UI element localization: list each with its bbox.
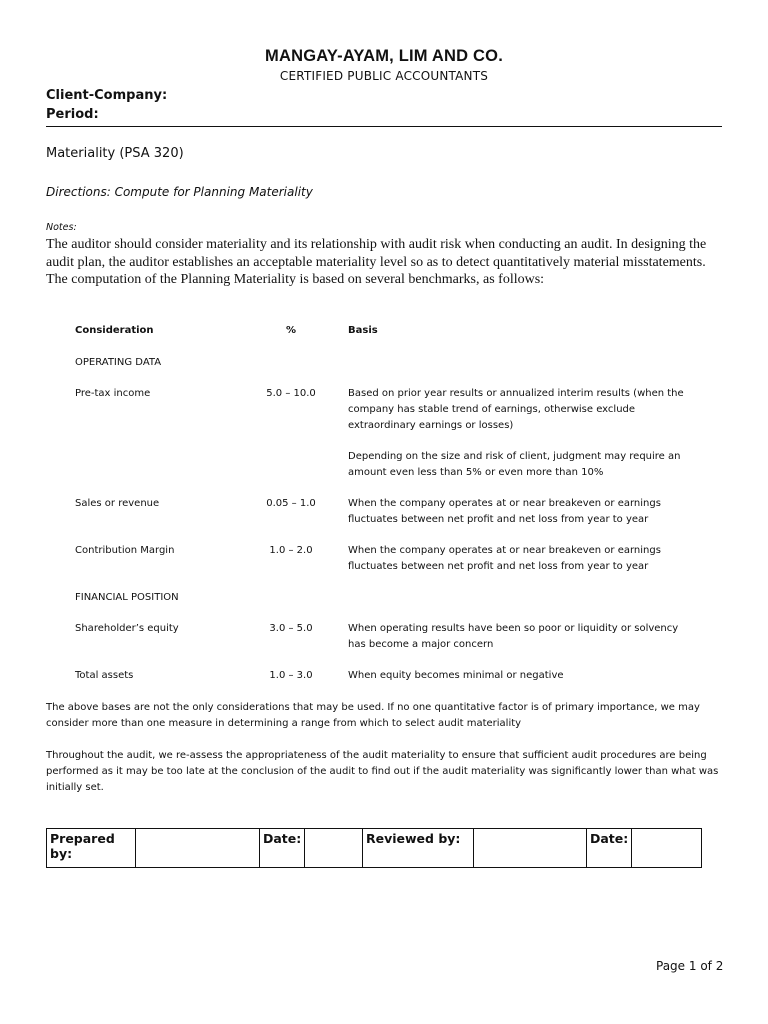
row-percent: 1.0 – 3.0 — [269, 670, 313, 681]
reviewed-by-label: Reviewed by: — [363, 829, 474, 868]
reviewed-date-label: Date: — [587, 829, 632, 868]
reviewed-date-field[interactable] — [632, 829, 702, 868]
firm-name: MANGAY-AYAM, LIM AND CO. — [265, 47, 503, 65]
table-header-basis: Basis — [348, 325, 378, 336]
row-consideration: Contribution Margin — [75, 545, 175, 556]
page-number: Page 1 of 2 — [656, 959, 724, 973]
client-company-label: Client-Company: — [46, 88, 168, 103]
row-percent: 0.05 – 1.0 — [266, 498, 316, 509]
row-consideration: Pre-tax income — [75, 388, 151, 399]
signoff-table — [46, 828, 702, 868]
row-percent: 5.0 – 10.0 — [266, 388, 316, 399]
row-basis: When the company operates at or near breakeven or earnings fluctuates between net profit and net loss from year to year — [348, 545, 661, 572]
row-consideration: Shareholder’s equity — [75, 623, 179, 634]
prepared-by-label: Prepared by: — [47, 829, 136, 868]
row-basis: When the company operates at or near breakeven or earnings fluctuates between net profit and net loss from year to year — [348, 498, 661, 525]
prepared-by-field[interactable] — [136, 829, 260, 868]
section-financial-position: FINANCIAL POSITION — [75, 592, 179, 603]
row-basis: Depending on the size and risk of client, judgment may require an amount even less than 5% or even more than 10% — [348, 451, 681, 478]
table-header-percent: % — [285, 325, 297, 336]
reassess-note-paragraph: Throughout the audit, we re-assess the appropriateness of the audit materiality to ensure that sufficient audit procedures are being performed as it may be too late at the conclusion of the audit to find out if the audit materiality was significantly lower than what was initially set. — [46, 750, 719, 793]
row-percent: 3.0 – 5.0 — [269, 623, 313, 634]
directions-text: Directions: Compute for Planning Materiality — [46, 185, 313, 199]
row-basis: Based on prior year results or annualized interim results (when the company has stable trend of earnings, otherwise exclude extraordinary earnings or losses) — [348, 388, 684, 431]
row-percent: 1.0 – 2.0 — [269, 545, 313, 556]
prepared-date-label: Date: — [260, 829, 305, 868]
row-basis: When operating results have been so poor or liquidity or solvency has become a major concern — [348, 623, 679, 650]
firm-subtitle: CERTIFIED PUBLIC ACCOUNTANTS — [279, 69, 489, 83]
notes-paragraph: The auditor should consider materiality and its relationship with audit risk when conducting an audit. In designing the audit plan, the auditor establishes an acceptable materiality level so as to detect quantitatively material misstatements. The computation of the Planning Materiality is based on several benchmarks, as follows: — [46, 237, 707, 287]
period-label: Period: — [46, 107, 99, 122]
reviewed-by-field[interactable] — [474, 829, 587, 868]
row-consideration: Total assets — [75, 670, 134, 681]
section-heading: Materiality (PSA 320) — [46, 146, 184, 161]
section-operating-data: OPERATING DATA — [75, 357, 162, 368]
row-consideration: Sales or revenue — [75, 498, 160, 509]
row-basis: When equity becomes minimal or negative — [348, 670, 564, 681]
table-header-consideration: Consideration — [75, 325, 154, 336]
bases-note-paragraph: The above bases are not the only considerations that may be used. If no one quantitative factor is of primary importance, we may consider more than one measure in determining a range from which to select audit materiality — [46, 702, 700, 729]
notes-label: Notes: — [46, 222, 77, 233]
prepared-date-field[interactable] — [305, 829, 363, 868]
